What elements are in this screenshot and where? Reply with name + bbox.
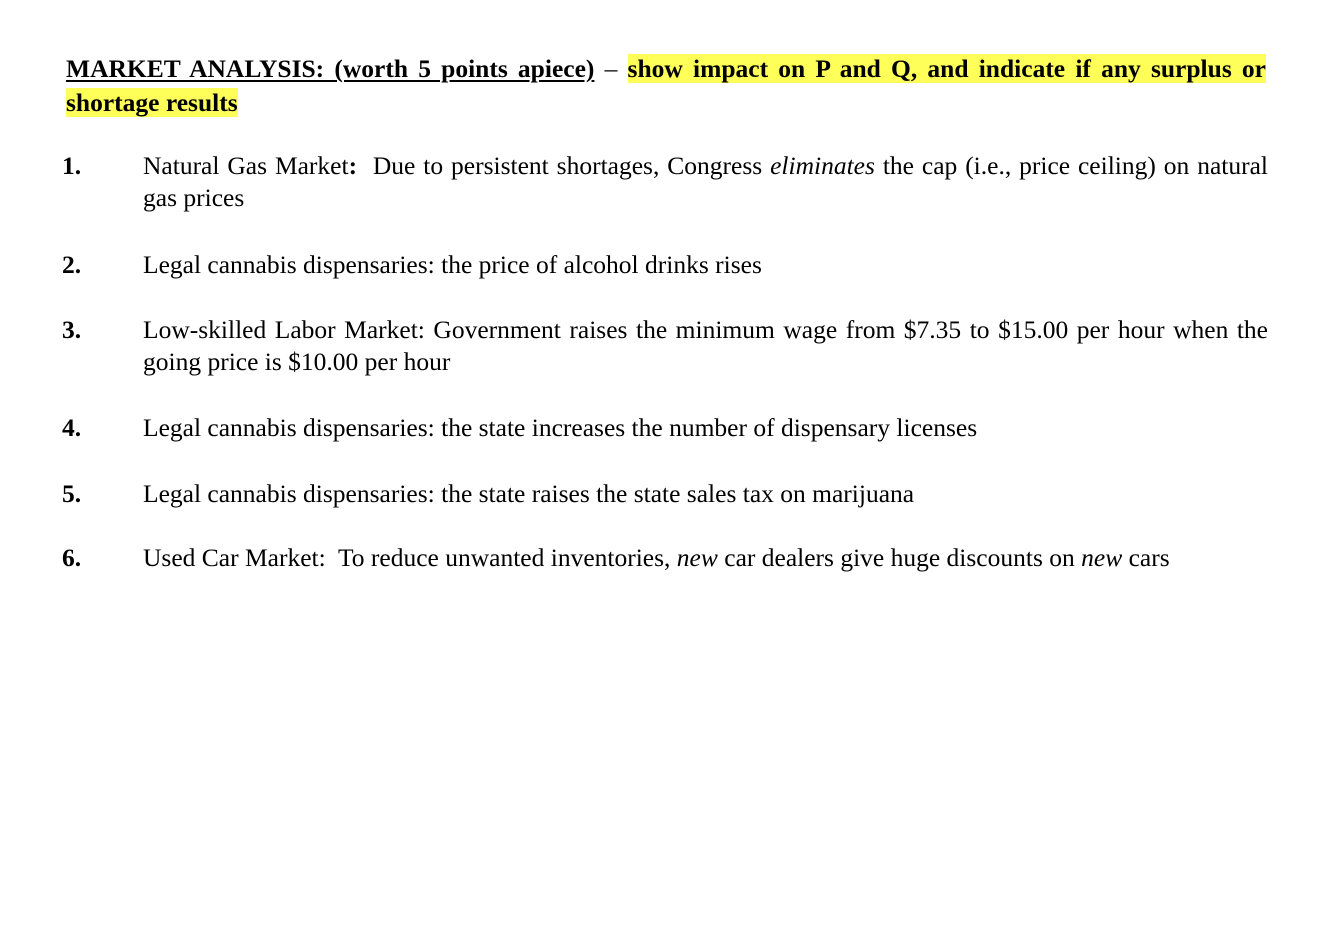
item-text-part: car dealers give huge discounts on (717, 543, 1082, 572)
item-number: 1. (62, 151, 82, 180)
item-text-part: cars (1122, 543, 1170, 572)
item-number: 3. (62, 315, 82, 344)
item-text-part: Used Car Market: To reduce unwanted inventories, (143, 543, 677, 572)
item-text: Legal cannabis dispensaries: the price of alcohol drinks rises (143, 250, 762, 279)
heading-title: MARKET ANALYSIS: (worth 5 points apiece) (66, 54, 595, 83)
list-item-2 (62, 249, 1268, 281)
item-text-part: Due to persistent shortages, Congress (357, 151, 771, 180)
item-emphasis: new (1081, 543, 1123, 572)
item-text: Low-skilled Labor Market: Government raises the minimum wage from $7.35 to $15.00 per hour when the going price is $10.00 per hour (143, 315, 1268, 376)
item-text (143, 542, 1268, 574)
item-number: 4. (62, 413, 82, 442)
list-item-5 (62, 478, 1268, 510)
item-number: 6. (62, 543, 82, 572)
heading-instruction-highlight: show impact on P and Q, and indicate if any surplus or shortage results (66, 54, 1266, 117)
item-number: 2. (62, 250, 82, 279)
item-emphasis: new (676, 543, 718, 572)
list-item-1 (62, 150, 1268, 214)
section-heading (66, 52, 1266, 120)
item-market-label: Natural Gas Market (143, 151, 349, 180)
list-item-3 (62, 314, 1268, 378)
item-colon: : (348, 151, 358, 180)
heading-dash: – (594, 54, 628, 83)
item-text: Legal cannabis dispensaries: the state raises the state sales tax on marijuana (143, 479, 915, 508)
list-item-4 (62, 412, 1268, 444)
list-item-6 (62, 542, 1268, 574)
item-text: Legal cannabis dispensaries: the state increases the number of dispensary licenses (143, 413, 978, 442)
item-text (143, 150, 1268, 214)
item-text-part: the cap (i.e., price ceiling) on natural gas prices (143, 151, 1268, 212)
item-number: 5. (62, 479, 82, 508)
item-emphasis: eliminates (770, 151, 875, 180)
